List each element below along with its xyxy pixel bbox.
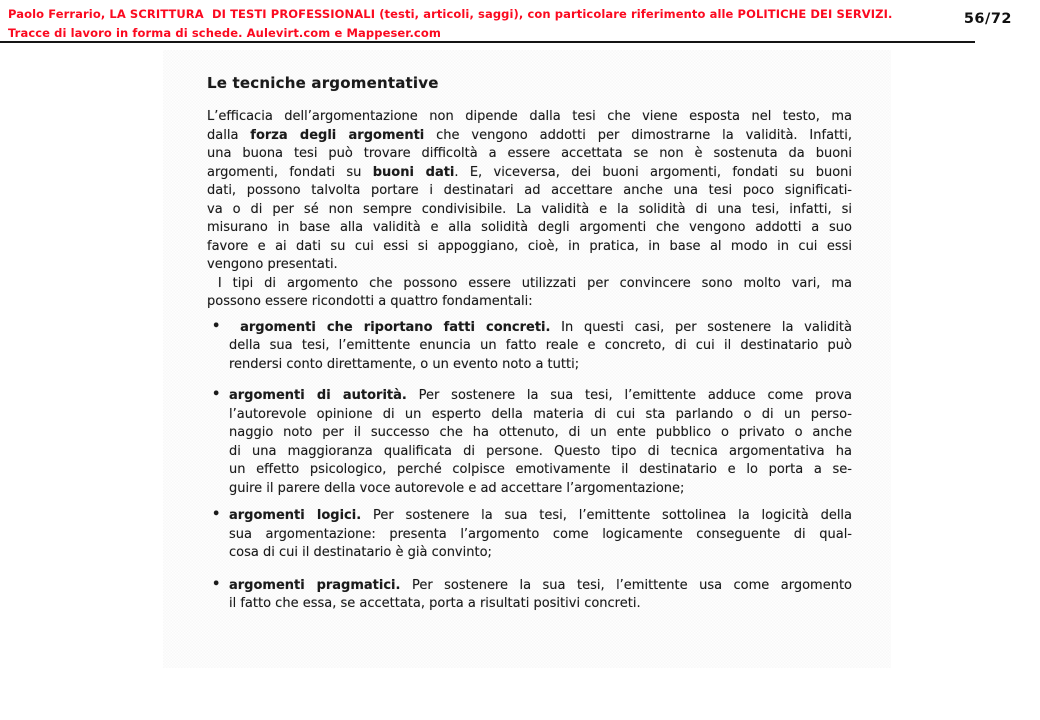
text-segment: Per sostenere la sua tesi, l’emittente sottolinea la logicità della bbox=[361, 508, 853, 523]
text-line bbox=[229, 480, 852, 499]
slide-header bbox=[8, 5, 892, 43]
text-line bbox=[207, 256, 852, 275]
text-segment: sua argomentazione: presenta l’argomento come logicamente conseguente di qual- bbox=[229, 526, 852, 542]
text-line bbox=[207, 108, 852, 127]
text-line bbox=[207, 219, 852, 238]
bold-text: forza degli argomenti bbox=[250, 127, 425, 143]
text-line bbox=[229, 319, 852, 338]
bold-text: argomenti di autorità. bbox=[229, 388, 407, 403]
text-line bbox=[229, 526, 852, 545]
text-segment: In questi casi, per sostenere la validità bbox=[550, 319, 852, 335]
text-line bbox=[229, 387, 852, 406]
bullet-icon: • bbox=[212, 318, 221, 334]
bullet-item bbox=[207, 319, 852, 375]
text-segment: cosa di cui il destinatario è già convinto; bbox=[229, 545, 492, 560]
text-segment: I tipi di argomento che possono essere utilizzati per convincere sono molto vari, ma bbox=[207, 275, 852, 291]
text-line bbox=[229, 461, 852, 480]
bullet-item bbox=[207, 577, 852, 614]
header-divider bbox=[0, 41, 975, 43]
text-segment: argomenti, fondati su bbox=[207, 164, 373, 180]
text-line bbox=[207, 127, 852, 146]
text-line bbox=[229, 577, 852, 596]
page-indicator: 56/72 bbox=[963, 11, 1012, 27]
text-segment: L’efficacia dell’argomentazione non dipende dalla tesi che viene esposta nel testo, ma bbox=[207, 109, 852, 124]
bullet-icon: • bbox=[212, 387, 221, 402]
text-segment: guire il parere della voce autorevole e ad accettare l’argomentazione; bbox=[229, 480, 685, 496]
text-segment: possono essere ricondotti a quattro fondamentali: bbox=[207, 294, 533, 309]
document-title: Le tecniche argomentative bbox=[207, 74, 439, 92]
text-segment: dati, possono talvolta portare i destinatari ad accettare anche una tesi poco significati- bbox=[207, 183, 852, 198]
bullet-item bbox=[207, 387, 852, 498]
text-segment: rendersi conto direttamente, o un evento noto a tutti; bbox=[229, 356, 580, 372]
text-segment: un effetto psicologico, perché colpisce emotivamente il destinatario e lo porta a se- bbox=[229, 462, 852, 477]
text-line bbox=[229, 337, 852, 356]
text-line bbox=[229, 424, 852, 443]
text-segment: vengono presentati. bbox=[207, 257, 338, 272]
document-body bbox=[207, 74, 852, 614]
text-line bbox=[207, 275, 852, 294]
text-line bbox=[229, 356, 852, 375]
paragraph bbox=[207, 275, 852, 312]
text-segment: dalla bbox=[207, 127, 251, 143]
bullet-icon: • bbox=[212, 576, 221, 592]
text-line bbox=[229, 443, 852, 462]
text-segment: una buona tesi può trovare difficoltà a essere accettata se non è sostenuta da buoni bbox=[207, 146, 852, 161]
text-line bbox=[207, 293, 852, 312]
text-line bbox=[207, 238, 852, 257]
text-segment: Per sostenere la sua tesi, l’emittente usa come argomento bbox=[400, 577, 852, 593]
bold-text: argomenti che riportano fatti concreti. bbox=[229, 319, 551, 335]
text-line bbox=[229, 544, 852, 563]
text-segment: della sua tesi, l’emittente enuncia un fatto reale e concreto, di cui il destinatario può bbox=[229, 338, 852, 353]
bullet-item bbox=[207, 507, 852, 563]
text-segment: l’autorevole opinione di un esperto della materia di cui sta parlando o di un perso- bbox=[229, 406, 852, 422]
text-line bbox=[207, 164, 852, 183]
text-line bbox=[207, 182, 852, 201]
bullet-icon: • bbox=[212, 507, 221, 522]
text-segment: che vengono addotti per dimostrarne la validità. Infatti, bbox=[424, 127, 852, 143]
text-line bbox=[207, 201, 852, 220]
text-segment: naggio noto per il successo che ha ottenuto, di un ente pubblico o privato o anche bbox=[229, 425, 852, 440]
text-line bbox=[229, 507, 852, 526]
text-segment: va o di per sé non sempre condivisibile. La validità e la solidità di una tesi, infatti, si bbox=[207, 201, 852, 217]
text-segment: il fatto che essa, se accettata, porta a risultati positivi concreti. bbox=[229, 596, 641, 611]
scanned-page bbox=[163, 50, 891, 668]
bold-text: argomenti logici. bbox=[229, 508, 362, 523]
text-line bbox=[229, 595, 852, 614]
text-segment: . E, viceversa, dei buoni argomenti, fondati su buoni bbox=[454, 164, 852, 180]
text-segment: favore e ai dati su cui essi si appoggiano, cioè, in pratica, in base al modo in cui essi bbox=[207, 238, 852, 254]
text-segment: Per sostenere la sua tesi, l’emittente adduce come prova bbox=[406, 388, 852, 403]
text-segment: di una maggioranza qualificata di persone. Questo tipo di tecnica argomentativa ha bbox=[229, 443, 852, 459]
text-segment: misurano in base alla validità e alla solidità degli argomenti che vengono addotti a suo bbox=[207, 220, 852, 235]
text-line bbox=[207, 145, 852, 164]
paragraph bbox=[207, 108, 852, 275]
header-subtitle: Tracce di lavoro in forma di schede. Aulevirt.com e Mappeser.com bbox=[8, 26, 441, 40]
header-title: Paolo Ferrario, LA SCRITTURA DI TESTI PROFESSIONALI (testi, articoli, saggi), con particolare riferimento alle POLITICHE DEI SERVIZI. bbox=[8, 7, 893, 21]
text-line bbox=[229, 406, 852, 425]
bold-text: argomenti pragmatici. bbox=[229, 577, 401, 593]
bold-text: buoni dati bbox=[372, 164, 455, 180]
